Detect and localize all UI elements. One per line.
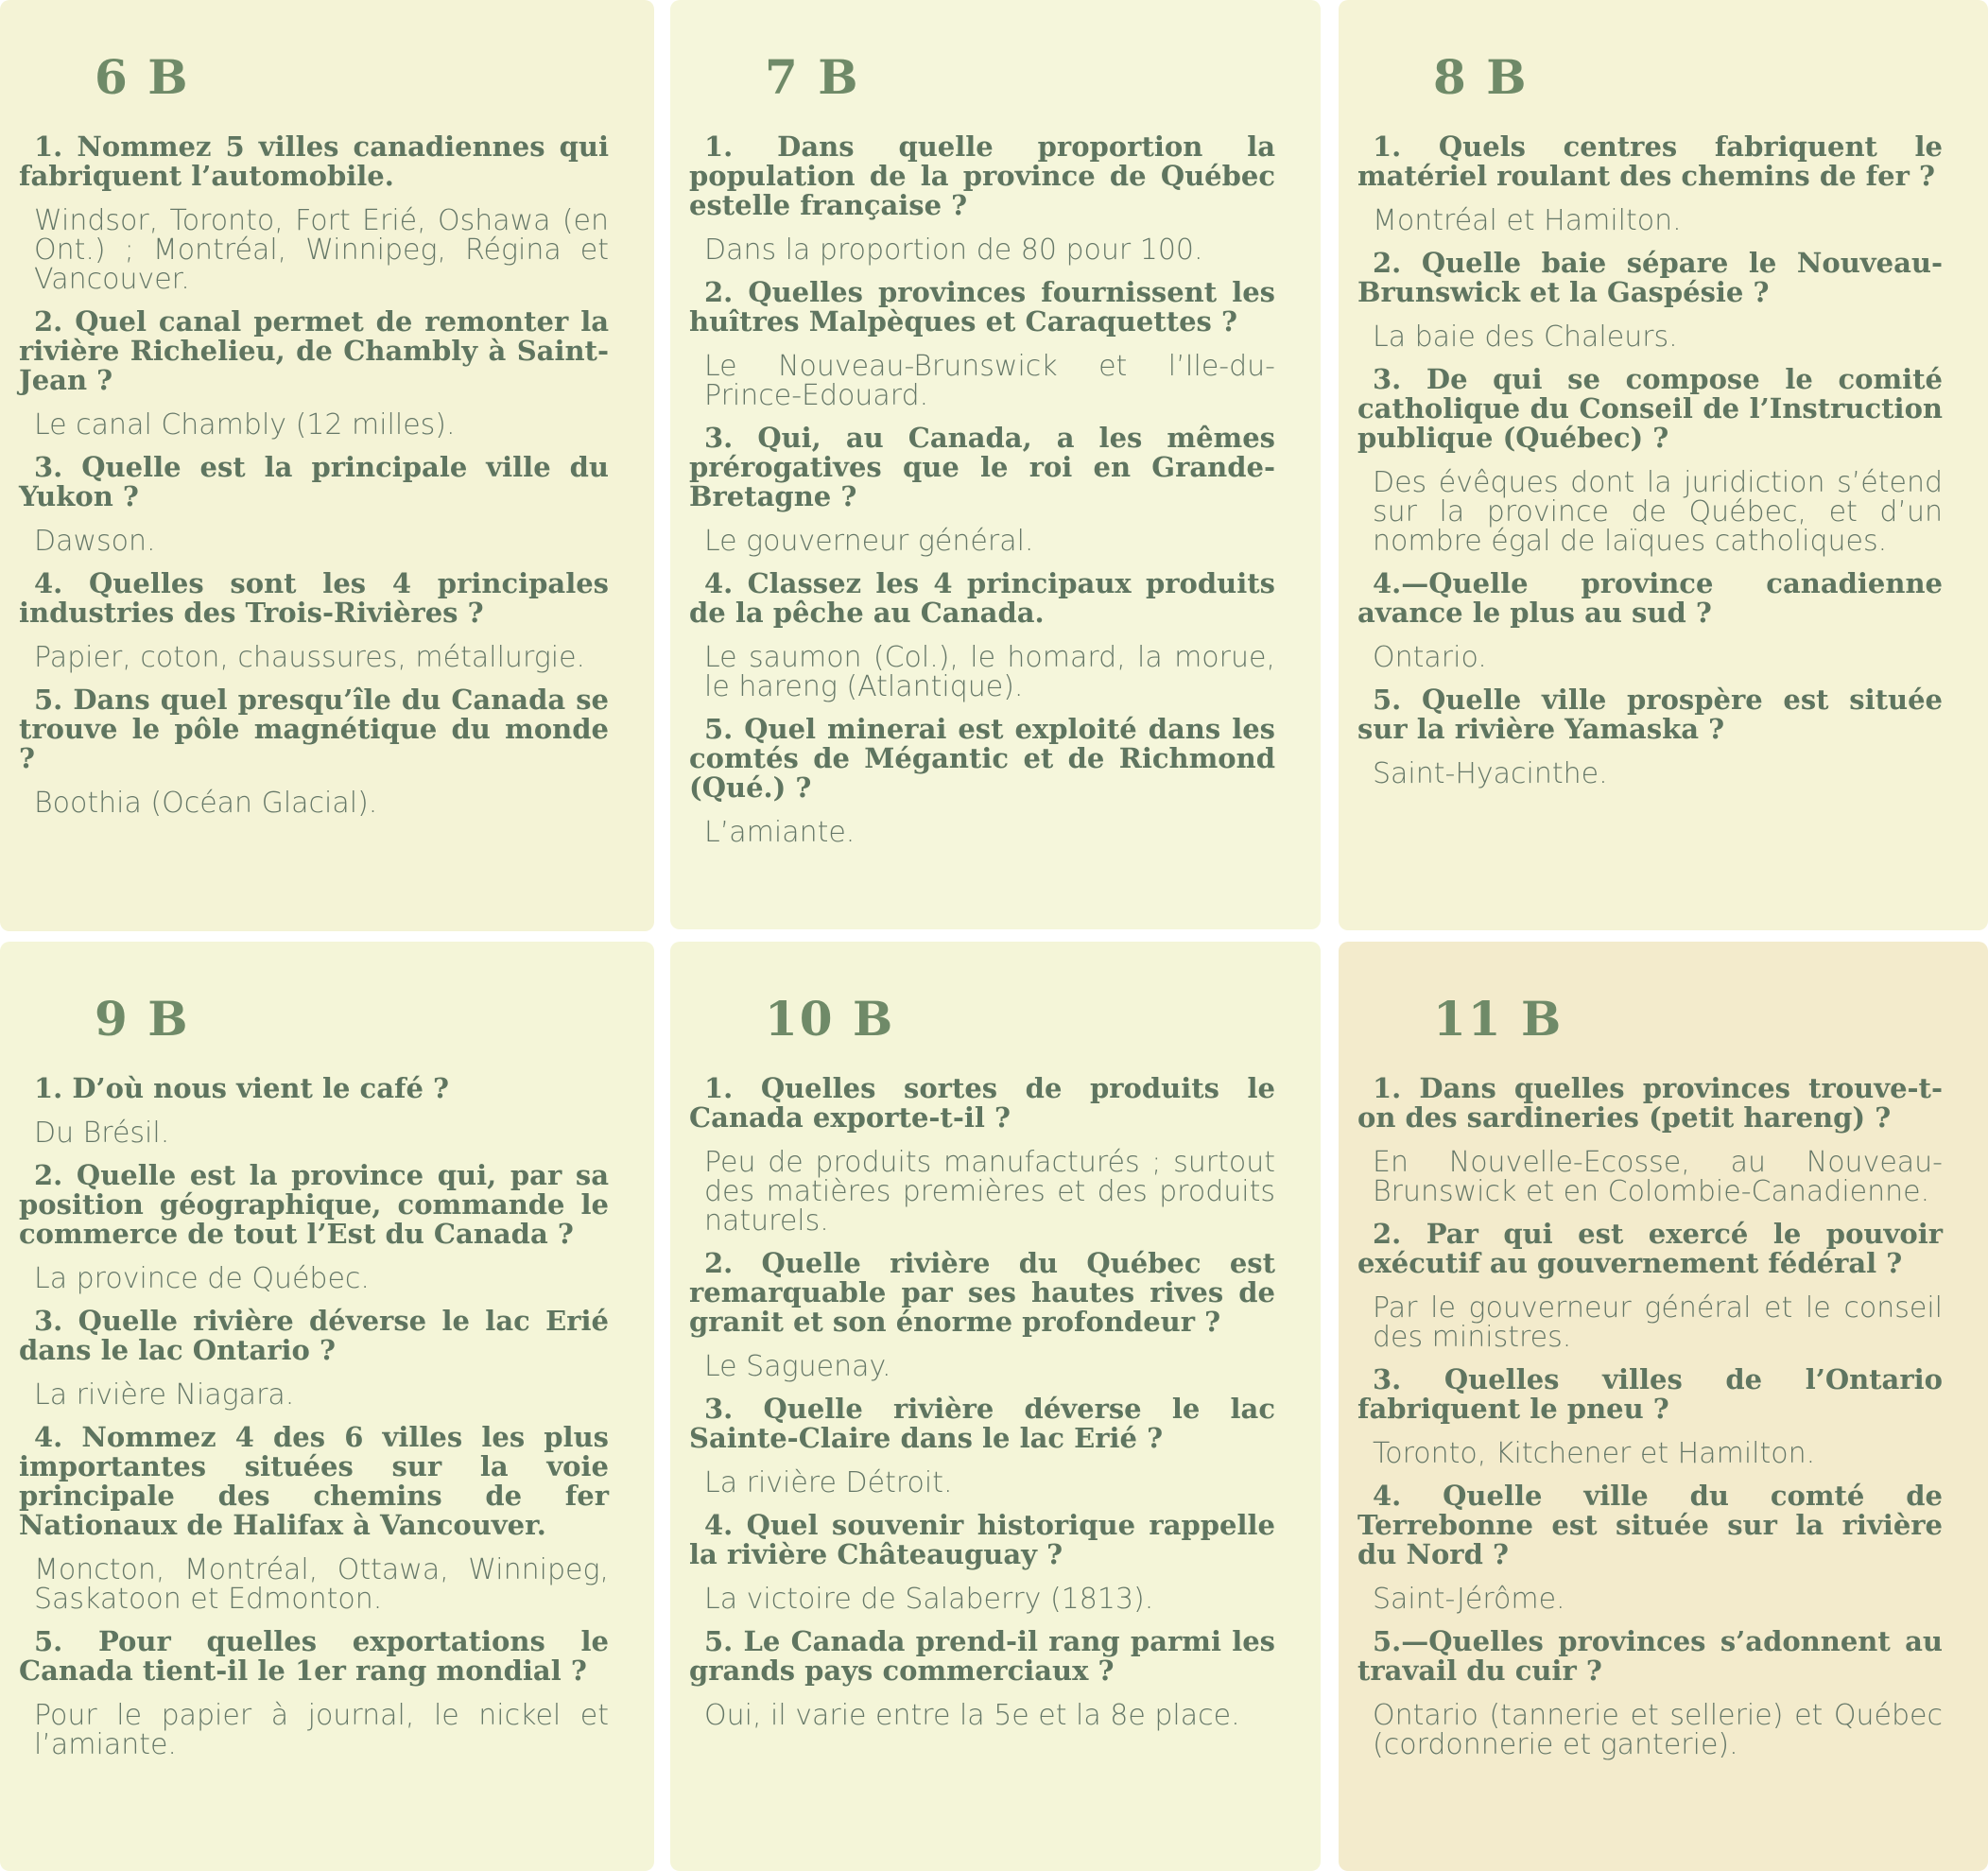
qa-item	[689, 1249, 1275, 1381]
answer: Le canal Chambly (12 milles).	[34, 408, 456, 442]
question: 4. Nommez 4 des 6 villes les plus importantes situées sur la voie principale des chemins de fer Nationaux de Halifax à Vancouver.	[19, 1421, 609, 1541]
question: 3. Quelles villes de l’Ontario fabriquent le pneu ?	[1357, 1363, 1943, 1425]
answer: Windsor, Toronto, Fort Erié, Oshawa (en Ont.) ; Montréal, Winnipeg, Régina et Vancouver.	[34, 204, 609, 296]
card-title: 8 B	[1433, 49, 1529, 105]
qa-list	[19, 132, 609, 818]
qa-item	[19, 685, 609, 818]
qa-item	[1357, 132, 1943, 235]
qa-item	[19, 1074, 609, 1148]
qa-item	[689, 1395, 1275, 1498]
answer: Le gouverneur général.	[704, 525, 1034, 558]
answer: Ontario (tannerie et sellerie) et Québec (cordonnerie et ganterie).	[1373, 1699, 1943, 1761]
qa-item	[1357, 249, 1943, 352]
question: 5. Quelle ville prospère est située sur la rivière Yamaska ?	[1357, 684, 1943, 745]
answer: La baie des Chaleurs.	[1373, 320, 1678, 354]
qa-item	[1357, 1365, 1943, 1468]
qa-item	[1357, 365, 1943, 556]
answer: Peu de produits manufacturés ; surtout des matières premières et des produits naturels.	[704, 1146, 1275, 1238]
qa-item	[19, 1307, 609, 1410]
question: 1. Nommez 5 villes canadiennes qui fabriquent l’automobile.	[19, 130, 609, 192]
question: 2. Quelles provinces fournissent les huîtres Malpèques et Caraquettes ?	[689, 276, 1275, 338]
question: 4. Classez les 4 principaux produits de la pêche au Canada.	[689, 567, 1275, 629]
answer: La victoire de Salaberry (1813).	[704, 1583, 1154, 1616]
qa-item	[19, 1161, 609, 1293]
qa-item	[19, 453, 609, 556]
answer: Toronto, Kitchener et Hamilton.	[1373, 1437, 1816, 1470]
quiz-card-11b	[1339, 942, 1988, 1871]
qa-item	[689, 1627, 1275, 1730]
qa-item	[19, 307, 609, 440]
question: 1. Dans quelles provinces trouve-t-on des sardineries (petit hareng) ?	[1357, 1072, 1943, 1134]
qa-item	[19, 132, 609, 294]
card-title: 7 B	[765, 49, 860, 105]
question: 1. Quels centres fabriquent le matériel roulant des chemins de fer ?	[1357, 130, 1943, 192]
question: 3. Quelle rivière déverse le lac Sainte-Claire dans le lac Erié ?	[689, 1393, 1275, 1454]
quiz-card-10b	[670, 942, 1321, 1871]
answer: Pour le papier à journal, le nickel et l’amiante.	[34, 1699, 609, 1761]
quiz-card-7b	[670, 0, 1321, 929]
question: 2. Quelle rivière du Québec est remarquable par ses hautes rives de granit et son énorme profondeur ?	[689, 1247, 1275, 1338]
qa-item	[689, 569, 1275, 702]
question: 2. Quel canal permet de remonter la rivière Richelieu, de Chambly à Saint-Jean ?	[19, 305, 609, 396]
question: 4. Quel souvenir historique rappelle la rivière Châteauguay ?	[689, 1509, 1275, 1570]
qa-list	[689, 1074, 1275, 1730]
qa-item	[19, 1423, 609, 1614]
answer: Le Nouveau-Brunswick et l’Ile-du-Prince-Edouard.	[704, 350, 1275, 412]
question: 5. Pour quelles exportations le Canada tient-il le 1er rang mondial ?	[19, 1625, 609, 1687]
qa-item	[19, 1627, 609, 1759]
answer: Moncton, Montréal, Ottawa, Winnipeg, Saskatoon et Edmonton.	[34, 1553, 609, 1616]
answer: Ontario.	[1373, 641, 1487, 674]
qa-item	[19, 569, 609, 672]
question: 2. Quelle baie sépare le Nouveau-Brunswick et la Gaspésie ?	[1357, 247, 1943, 308]
question: 3. Qui, au Canada, a les mêmes prérogatives que le roi en Grande-Bretagne ?	[689, 422, 1275, 512]
answer: Saint-Jérôme.	[1373, 1583, 1565, 1616]
qa-item	[1357, 1220, 1943, 1352]
card-title: 9 B	[95, 991, 190, 1047]
qa-item	[689, 278, 1275, 410]
qa-item	[1357, 685, 1943, 788]
question: 5.—Quelles provinces s’adonnent au travail du cuir ?	[1357, 1625, 1943, 1687]
answer: La rivière Niagara.	[34, 1378, 295, 1412]
qa-item	[689, 1074, 1275, 1236]
answer: Par le gouverneur général et le conseil des ministres.	[1373, 1291, 1943, 1354]
quiz-card-9b	[0, 942, 654, 1871]
question: 3. De qui se compose le comité catholique du Conseil de l’Instruction publique (Québec) ?	[1357, 363, 1943, 454]
answer: Oui, il varie entre la 5e et la 8e place.	[704, 1699, 1240, 1732]
question: 5. Dans quel presqu’île du Canada se trouve le pôle magnétique du monde ?	[19, 684, 609, 774]
qa-list	[1357, 1074, 1943, 1759]
answer: Le Saguenay.	[704, 1350, 891, 1383]
question: 3. Quelle est la principale ville du Yukon ?	[19, 451, 609, 512]
qa-item	[689, 424, 1275, 556]
answer: Papier, coton, chaussures, métallurgie.	[34, 641, 586, 674]
qa-list	[689, 132, 1275, 847]
card-title: 10 B	[765, 991, 895, 1047]
answer: L’amiante.	[704, 816, 856, 849]
answer: La rivière Détroit.	[704, 1466, 953, 1499]
qa-list	[19, 1074, 609, 1759]
qa-item	[1357, 1481, 1943, 1614]
qa-item	[1357, 1627, 1943, 1759]
quiz-card-6b	[0, 0, 654, 931]
question: 1. Quelles sortes de produits le Canada exporte-t-il ?	[689, 1072, 1275, 1134]
qa-item	[1357, 1074, 1943, 1206]
question: 2. Par qui est exercé le pouvoir exécutif au gouvernement fédéral ?	[1357, 1218, 1943, 1279]
qa-item	[689, 132, 1275, 265]
answer: Saint-Hyacinthe.	[1373, 757, 1608, 790]
card-title: 6 B	[95, 49, 190, 105]
quiz-card-8b	[1339, 0, 1988, 930]
card-title: 11 B	[1433, 991, 1564, 1047]
question: 5. Quel minerai est exploité dans les comtés de Mégantic et de Richmond (Qué.) ?	[689, 713, 1275, 804]
question: 3. Quelle rivière déverse le lac Erié dans le lac Ontario ?	[19, 1305, 609, 1366]
question: 4.—Quelle province canadienne avance le plus au sud ?	[1357, 567, 1943, 629]
qa-list	[1357, 132, 1943, 788]
answer: Boothia (Océan Glacial).	[34, 787, 378, 820]
answer: Du Brésil.	[34, 1117, 170, 1150]
answer: Montréal et Hamilton.	[1373, 204, 1682, 237]
question: 5. Le Canada prend-il rang parmi les grands pays commerciaux ?	[689, 1625, 1275, 1687]
question: 1. Dans quelle proportion la population de la province de Québec estelle française ?	[689, 130, 1275, 221]
qa-item	[689, 1511, 1275, 1614]
answer: En Nouvelle-Ecosse, au Nouveau-Brunswick et en Colombie-Canadienne.	[1373, 1146, 1943, 1208]
answer: La province de Québec.	[34, 1262, 370, 1295]
question: 2. Quelle est la province qui, par sa position géographique, commande le commerce de tout l’Est du Canada ?	[19, 1159, 609, 1250]
answer: Dawson.	[34, 525, 156, 558]
question: 4. Quelles sont les 4 principales industries des Trois-Rivières ?	[19, 567, 609, 629]
answer: Dans la proportion de 80 pour 100.	[704, 234, 1203, 267]
question: 4. Quelle ville du comté de Terrebonne est située sur la rivière du Nord ?	[1357, 1480, 1943, 1570]
qa-item	[689, 715, 1275, 847]
answer: Des évêques dont la juridiction s’étend sur la province de Québec, et d’un nombre égal de laïques catholiques.	[1373, 466, 1943, 558]
question: 1. D’où nous vient le café ?	[34, 1072, 449, 1104]
answer: Le saumon (Col.), le homard, la morue, le hareng (Atlantique).	[704, 641, 1275, 703]
qa-item	[1357, 569, 1943, 672]
